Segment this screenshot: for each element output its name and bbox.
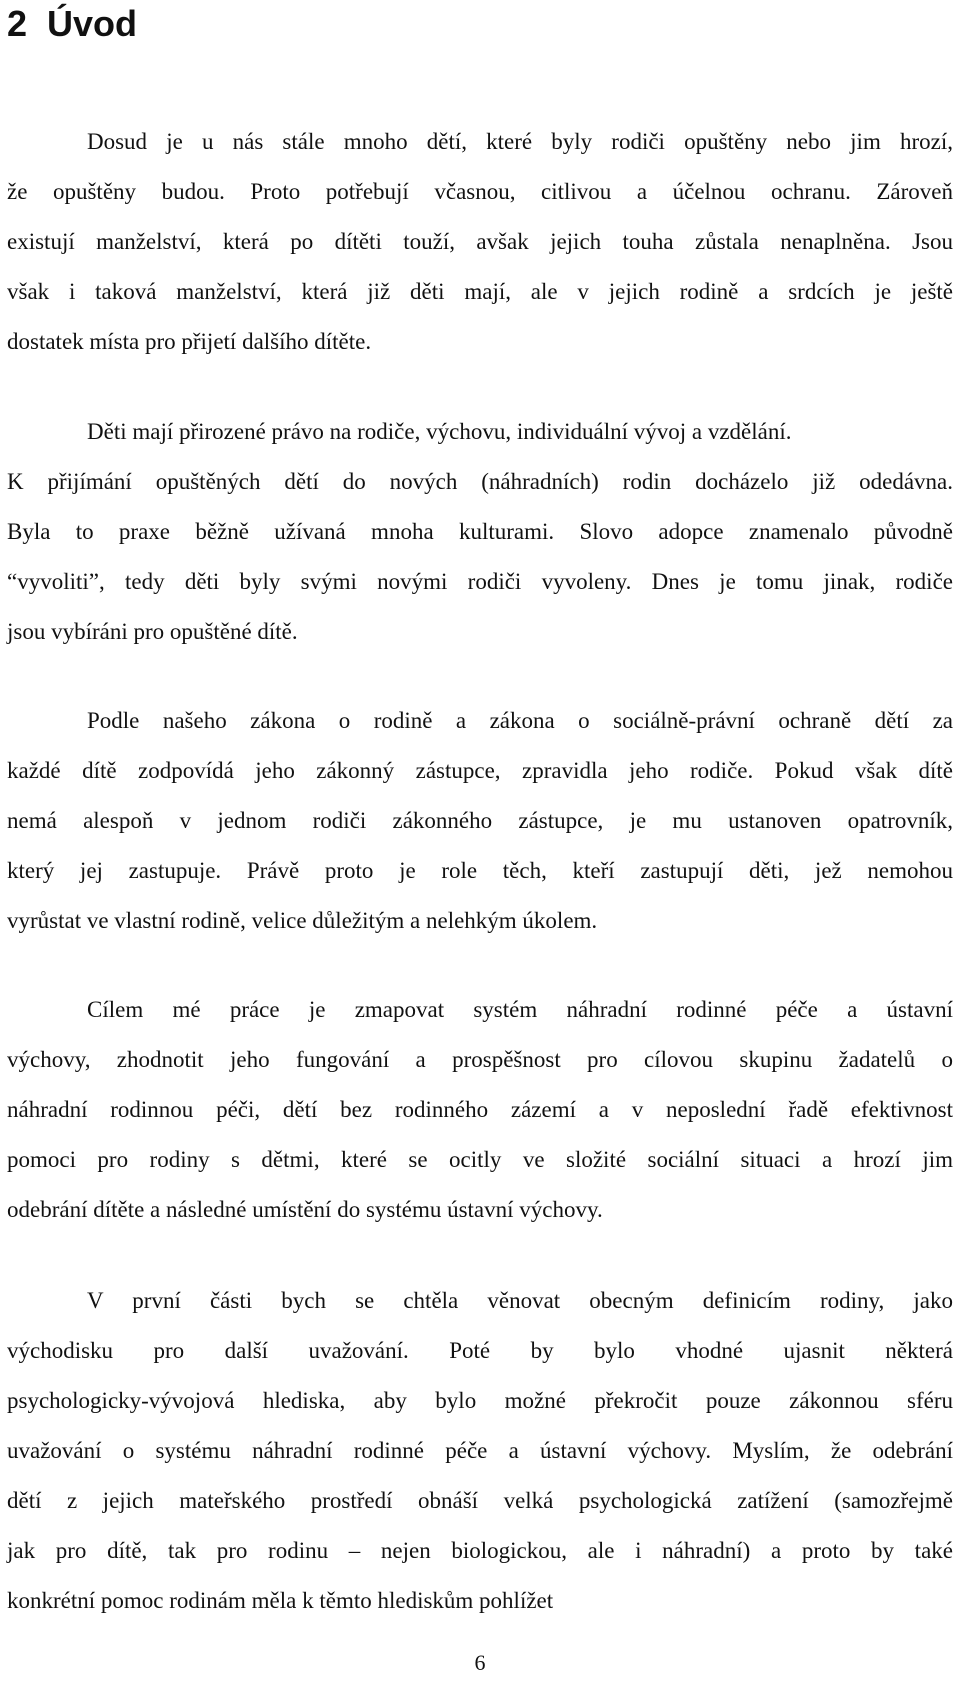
paragraph-line: psychologicky-vývojová hlediska, aby bylo možné překročit pouze zákonnou sféru: [7, 1388, 953, 1413]
paragraph-line: pomoci pro rodiny s dětmi, které se ocitly ve složité sociální situaci a hrozí jim: [7, 1147, 953, 1172]
chapter-heading: [7, 0, 137, 48]
chapter-title: Úvod: [47, 3, 138, 44]
paragraph-line: V první části bych se chtěla věnovat obecným definicím rodiny, jako: [87, 1288, 953, 1313]
paragraph-line: jsou vybíráni pro opuštěné dítě.: [7, 619, 298, 644]
paragraph-line: každé dítě zodpovídá jeho zákonný zástupce, zpravidla jeho rodiče. Pokud však dítě: [7, 758, 953, 783]
paragraph-line: který jej zastupuje. Právě proto je role těch, kteří zastupují děti, jež nemohou: [7, 858, 953, 883]
paragraph-line: Dosud je u nás stále mnoho dětí, které byly rodiči opuštěny nebo jim hrozí,: [87, 129, 953, 154]
paragraph-rights: [7, 407, 953, 657]
paragraph-line: uvažování o systému náhradní rodinné péče a ústavní výchovy. Myslím, že odebrání: [7, 1438, 953, 1463]
paragraph-line: existují manželství, která po dítěti touží, avšak jejich touha zůstala nenaplněna. Jsou: [7, 229, 953, 254]
paragraph-line: však i taková manželství, která již děti mají, ale v jejich rodině a srdcích je ještě: [7, 279, 953, 304]
paragraph-line: náhradní rodinnou péči, dětí bez rodinného zázemí a v neposlední řadě efektivnost: [7, 1097, 953, 1122]
paragraph-line: Podle našeho zákona o rodině a zákona o sociálně-právní ochraně dětí za: [87, 708, 953, 733]
paragraph-line: dětí z jejich mateřského prostředí obnáší velká psychologická zatížení (samozřejmě: [7, 1488, 953, 1513]
paragraph-intro: [7, 117, 953, 367]
paragraph-line: jak pro dítě, tak pro rodinu – nejen biologickou, ale i náhradní) a proto by také: [7, 1538, 953, 1563]
paragraph-line: vyrůstat ve vlastní rodině, velice důležitým a nelehkým úkolem.: [7, 908, 598, 933]
paragraph-line: odebrání dítěte a následné umístění do systému ústavní výchovy.: [7, 1197, 603, 1222]
paragraph-line: Byla to praxe běžně užívaná mnoha kulturami. Slovo adopce znamenalo původně: [7, 519, 953, 544]
paragraph-line: “vyvoliti”, tedy děti byly svými novými rodiči vyvoleny. Dnes je tomu jinak, rodiče: [7, 569, 953, 594]
paragraph-line: dostatek místa pro přijetí dalšího dítěte.: [7, 329, 372, 354]
chapter-number: 2: [7, 3, 28, 44]
paragraph-line: výchovy, zhodnotit jeho fungování a prospěšnost pro cílovou skupinu žadatelů o: [7, 1047, 953, 1072]
paragraph-line: K přijímání opuštěných dětí do nových (náhradních) rodin docházelo již odedávna.: [7, 469, 953, 494]
paragraph-structure: [7, 1276, 953, 1626]
page-number: 6: [474, 1650, 486, 1675]
paragraph-line: Cílem mé práce je zmapovat systém náhradní rodinné péče a ústavní: [87, 997, 953, 1022]
paragraph-line: Děti mají přirozené právo na rodiče, výchovu, individuální vývoj a vzdělání.: [87, 419, 792, 444]
paragraph-goal: [7, 985, 953, 1235]
paragraph-law: [7, 696, 953, 946]
paragraph-line: východisku pro další uvažování. Poté by bylo vhodné ujasnit některá: [7, 1338, 953, 1363]
paragraph-line: že opuštěny budou. Proto potřebují včasnou, citlivou a účelnou ochranu. Zároveň: [7, 179, 953, 204]
paragraph-line: konkrétní pomoc rodinám měla k těmto hlediskům pohlížet: [7, 1588, 554, 1613]
paragraph-line: nemá alespoň v jednom rodiči zákonného zástupce, je mu ustanoven opatrovník,: [7, 808, 953, 833]
